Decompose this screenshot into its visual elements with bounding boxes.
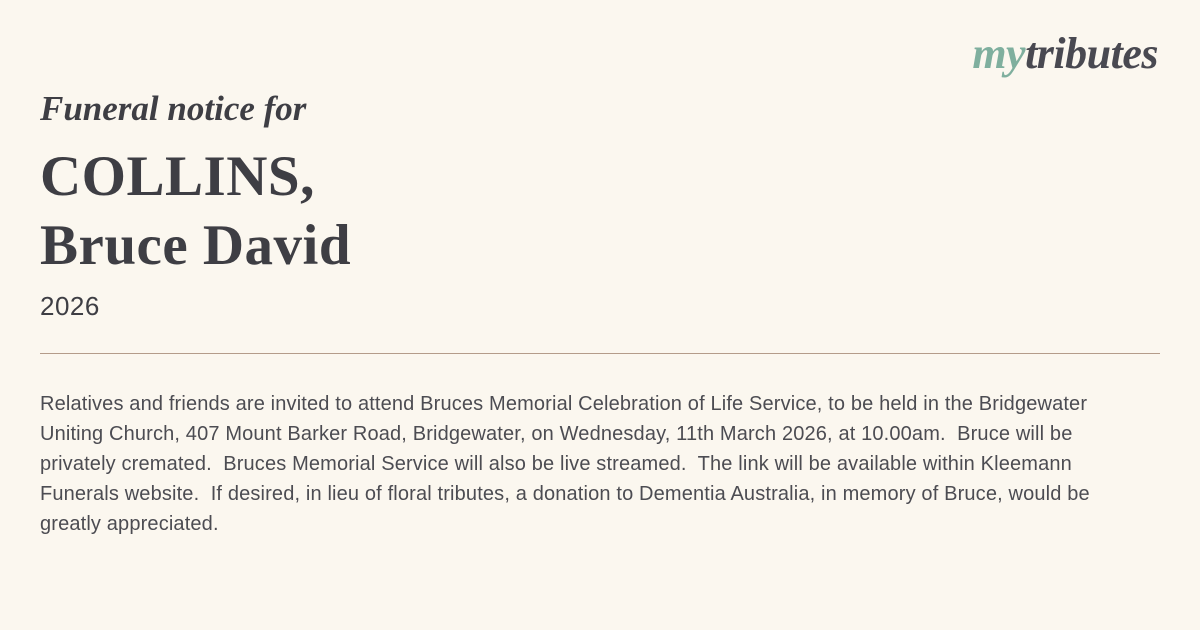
- logo-text-my: my: [972, 29, 1026, 78]
- logo-text-tributes: tributes: [1025, 29, 1158, 78]
- notice-year: 2026: [40, 291, 100, 321]
- mytributes-logo[interactable]: [972, 30, 1158, 78]
- deceased-surname: COLLINS,: [40, 145, 315, 208]
- deceased-name: [40, 142, 351, 280]
- deceased-given-names: Bruce David: [40, 214, 352, 277]
- notice-body: Relatives and friends are invited to attend Bruces Memorial Celebration of Life Service, to be held in the Bridgewater Uniting Church, 407 Mount Barker Road, Bridgewater, on Wednesday, 11th March 2026, at 10.00am. Bruce will be privately cremated. Bruces Memorial Service will also be live streamed. The link will be available within Kleemann Funerals website. If desired, in lieu of floral tributes, a donation to Dementia Australia, in memory of Bruce, would be greatly appreciated.: [40, 393, 1096, 535]
- notice-kicker: Funeral notice for: [40, 89, 307, 128]
- divider-line: [40, 353, 1160, 354]
